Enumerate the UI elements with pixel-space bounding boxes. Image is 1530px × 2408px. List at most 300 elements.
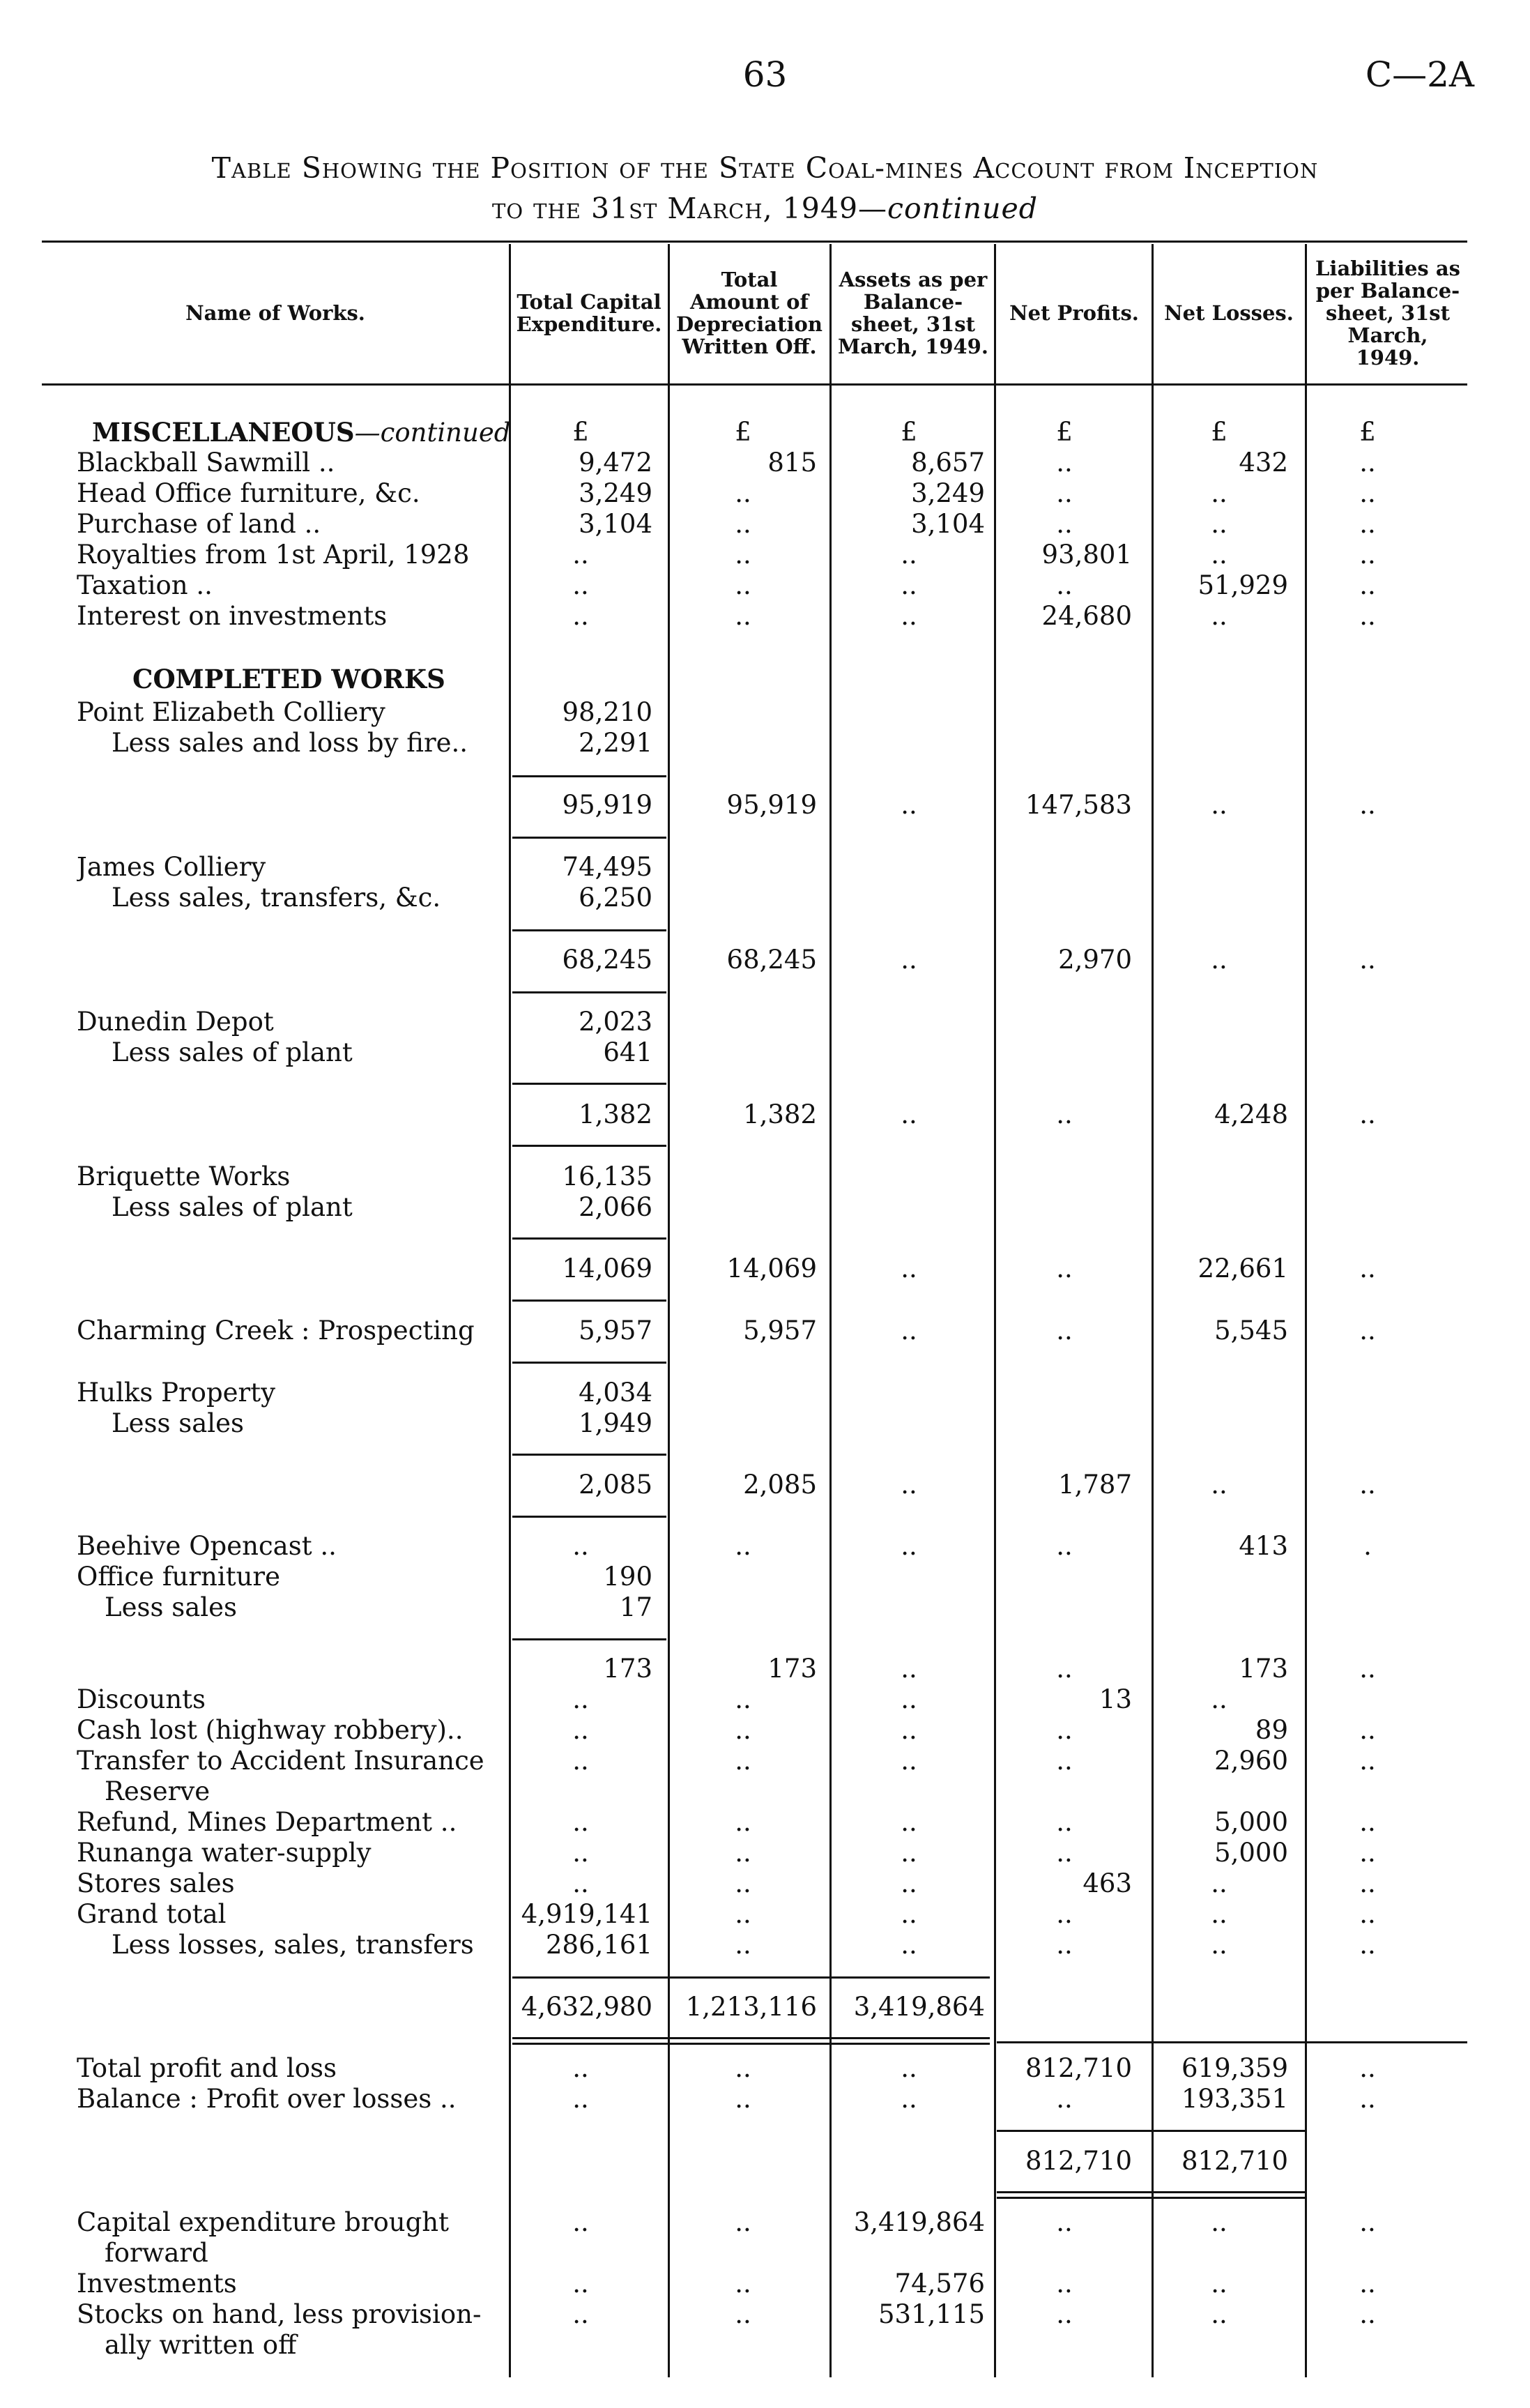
- cell-col-6: ..: [1359, 2207, 1376, 2237]
- row-label: Less sales, transfers, &c.: [112, 883, 441, 913]
- table-row: [0, 697, 1530, 728]
- cell-col-5: ..: [1211, 1868, 1227, 1898]
- table-row: [0, 1007, 1530, 1037]
- table-row: [0, 2299, 1530, 2330]
- subtotal-rule: [512, 1454, 666, 1456]
- row-label: Refund, Mines Department ..: [77, 1807, 457, 1837]
- cell-col-5: 432: [1239, 448, 1288, 478]
- row-label: Head Office furniture, &c.: [77, 478, 420, 508]
- cell-col-1: 5,957: [579, 1316, 652, 1346]
- subtotal-rule: [512, 1237, 666, 1240]
- cell-col-6: ..: [1359, 945, 1376, 975]
- table-row: [0, 2238, 1530, 2269]
- table-row: [0, 1899, 1530, 1930]
- grand-total-double-rule: [512, 2037, 990, 2039]
- cell-col-6: ..: [1359, 601, 1376, 631]
- header-top-rule: [42, 241, 1467, 243]
- cell-col-2: ..: [735, 1838, 751, 1868]
- table-row: [0, 1930, 1530, 1960]
- col-header-net-losses: Net Losses.: [1164, 301, 1294, 325]
- cell-col-6: ..: [1359, 448, 1376, 478]
- cell-col-3: 74,576: [894, 2269, 985, 2299]
- section-misc-suffix: —continued: [354, 418, 510, 448]
- row-label: Taxation ..: [77, 570, 213, 600]
- cell-col-1: 1,949: [579, 1408, 652, 1438]
- cell-col-4: ..: [1056, 1316, 1073, 1346]
- cell-col-6: ..: [1359, 509, 1376, 539]
- table-row: [0, 790, 1530, 821]
- subtotal-rule: [512, 1362, 666, 1364]
- cell-col-6: ..: [1359, 540, 1376, 570]
- cell-col-3: ..: [901, 1715, 917, 1745]
- cell-col-6: ..: [1359, 2299, 1376, 2329]
- row-label: forward: [105, 2238, 208, 2268]
- cell-col-2: ..: [735, 1746, 751, 1776]
- cell-col-6: .: [1363, 1531, 1372, 1561]
- cell-col-3: 3,104: [911, 509, 985, 539]
- cell-col-5: ..: [1211, 945, 1227, 975]
- cell-col-6: ..: [1359, 2053, 1376, 2083]
- cell-col-6: ..: [1359, 1746, 1376, 1776]
- row-label: Less sales: [112, 1408, 244, 1438]
- cell-col-3: 3,419,864: [853, 1992, 985, 2022]
- cell-col-3: ..: [901, 1807, 917, 1837]
- cell-col-3: ..: [901, 1838, 917, 1868]
- section-misc-label: [92, 417, 510, 448]
- cell-col-2: ..: [735, 2299, 751, 2329]
- cell-col-5: ..: [1211, 1684, 1227, 1714]
- table-row: [0, 1654, 1530, 1684]
- cell-col-3: ..: [901, 1316, 917, 1346]
- subtotal-rule: [512, 929, 666, 931]
- cell-col-5: ..: [1211, 478, 1227, 508]
- cell-col-6: ..: [1359, 478, 1376, 508]
- table-row: [0, 1592, 1530, 1623]
- row-label: Cash lost (highway robbery)..: [77, 1715, 464, 1745]
- table-row: [0, 2053, 1530, 2084]
- cell-col-4: 24,680: [1041, 601, 1132, 631]
- cell-col-2: 173: [767, 1654, 817, 1684]
- row-label: Capital expenditure brought: [77, 2207, 450, 2237]
- cell-col-5: 812,710: [1181, 2146, 1288, 2176]
- cell-col-2: ..: [735, 2207, 751, 2237]
- cell-col-5: ..: [1211, 1930, 1227, 1960]
- cell-col-6: ..: [1359, 1838, 1376, 1868]
- cell-col-3: ..: [901, 1531, 917, 1561]
- col-header-name: Name of Works.: [185, 301, 365, 325]
- cell-col-4: ..: [1056, 1746, 1073, 1776]
- cell-col-4: 463: [1083, 1868, 1132, 1898]
- table-row: [0, 1378, 1530, 1408]
- cell-col-6: ..: [1359, 1899, 1376, 1929]
- cell-col-5: 22,661: [1198, 1253, 1288, 1283]
- cell-col-4: ..: [1056, 1807, 1073, 1837]
- cell-col-4: ..: [1056, 2207, 1073, 2237]
- table-row: [0, 509, 1530, 540]
- table-row: [0, 728, 1530, 759]
- cell-col-3: ..: [901, 1253, 917, 1283]
- col-header-depreciation: Total Amount of Depreciation Written Off.: [676, 268, 823, 358]
- cell-col-5: ..: [1211, 601, 1227, 631]
- cell-col-1: ..: [572, 1746, 589, 1776]
- title-line-1: Table Showing the Position of the State Coal-mines Account from Inception: [211, 151, 1319, 185]
- subtotal-rule: [512, 1300, 666, 1302]
- cell-col-4: ..: [1056, 1099, 1073, 1129]
- table-row: [0, 1562, 1530, 1592]
- cell-col-5: 193,351: [1181, 2084, 1288, 2114]
- table-row: [0, 1776, 1530, 1807]
- col-header-capital: Total Capital Expenditure.: [516, 290, 662, 336]
- cell-col-4: ..: [1056, 2269, 1073, 2299]
- cell-col-1: ..: [572, 601, 589, 631]
- cell-col-2: ..: [735, 1715, 751, 1745]
- cell-col-2: 95,919: [726, 790, 817, 820]
- cell-col-1: ..: [572, 1531, 589, 1561]
- table-row: [0, 945, 1530, 975]
- cell-col-5: ..: [1211, 1470, 1227, 1500]
- cell-col-3: ..: [901, 1099, 917, 1129]
- cell-col-2: ..: [735, 2053, 751, 2083]
- table-row: [0, 1868, 1530, 1899]
- cell-col-4: 1,787: [1058, 1470, 1132, 1500]
- cell-col-1: 68,245: [562, 945, 652, 975]
- table-row: [0, 852, 1530, 883]
- table-row: [0, 1161, 1530, 1192]
- cell-col-1: 98,210: [562, 697, 652, 727]
- cell-col-4: 147,583: [1025, 790, 1132, 820]
- cell-col-2: ..: [735, 509, 751, 539]
- cell-col-1: 173: [603, 1654, 652, 1684]
- cell-col-6: ..: [1359, 1930, 1376, 1960]
- cell-col-6: ..: [1359, 2269, 1376, 2299]
- cell-col-4: ..: [1056, 1715, 1073, 1745]
- title-line-2-italic: continued: [887, 192, 1038, 225]
- table-row: [0, 1408, 1530, 1439]
- cell-col-1: 190: [603, 1562, 652, 1592]
- title-line-2: [42, 188, 1488, 229]
- table-row: [0, 883, 1530, 913]
- page-number: 63: [742, 54, 788, 95]
- cell-col-1: 95,919: [562, 790, 652, 820]
- profit-loss-double-rule: [997, 2197, 1305, 2199]
- table-row: [0, 601, 1530, 632]
- cell-col-2: ..: [735, 1930, 751, 1960]
- cell-col-1: ..: [572, 2207, 589, 2237]
- cell-col-5: 2,960: [1214, 1746, 1288, 1776]
- table-row: [0, 1099, 1530, 1130]
- subtotal-rule: [512, 1083, 666, 1085]
- cell-col-2: 1,213,116: [685, 1992, 817, 2022]
- currency-symbol: £: [1359, 417, 1376, 447]
- cell-col-1: ..: [572, 570, 589, 600]
- table-row: [0, 1470, 1530, 1500]
- cell-col-3: ..: [901, 790, 917, 820]
- currency-symbol: £: [1211, 417, 1227, 447]
- cell-col-3: 531,115: [878, 2299, 985, 2329]
- cell-col-2: ..: [735, 1531, 751, 1561]
- profit-loss-top-rule: [997, 2041, 1467, 2043]
- cell-col-2: ..: [735, 2269, 751, 2299]
- subtotal-rule: [512, 1145, 666, 1147]
- row-label: Balance : Profit over losses ..: [77, 2084, 457, 2114]
- cell-col-3: ..: [901, 1654, 917, 1684]
- row-label: Reserve: [105, 1776, 211, 1806]
- table-row: [0, 1807, 1530, 1838]
- cell-col-1: ..: [572, 2269, 589, 2299]
- cell-col-4: ..: [1056, 1654, 1073, 1684]
- table-row: [0, 2269, 1530, 2299]
- subtotal-rule: [512, 1516, 666, 1518]
- col-header-liabilities: Liabilities as per Balance-sheet, 31st March, 1949.: [1315, 257, 1460, 369]
- col-header-assets: Assets as per Balance-sheet, 31st March, 1949.: [838, 268, 988, 358]
- row-label: Point Elizabeth Colliery: [77, 697, 385, 727]
- cell-col-5: ..: [1211, 2207, 1227, 2237]
- cell-col-2: 68,245: [726, 945, 817, 975]
- cell-col-5: 173: [1239, 1654, 1288, 1684]
- section-completed-label: COMPLETED WORKS: [132, 664, 445, 694]
- profit-loss-rule: [997, 2130, 1305, 2132]
- cell-col-4: 2,970: [1058, 945, 1132, 975]
- cell-col-1: 6,250: [579, 883, 652, 913]
- cell-col-6: ..: [1359, 2084, 1376, 2114]
- cell-col-5: ..: [1211, 2269, 1227, 2299]
- row-label: Briquette Works: [77, 1161, 291, 1191]
- cell-col-5: 413: [1239, 1531, 1288, 1561]
- cell-col-6: ..: [1359, 1099, 1376, 1129]
- cell-col-5: ..: [1211, 1899, 1227, 1929]
- cell-col-6: ..: [1359, 1715, 1376, 1745]
- cell-col-3: ..: [901, 601, 917, 631]
- cell-col-5: 5,545: [1214, 1316, 1288, 1346]
- cell-col-4: 93,801: [1041, 540, 1132, 570]
- cell-col-3: ..: [901, 540, 917, 570]
- cell-col-2: 2,085: [743, 1470, 817, 1500]
- currency-row: [0, 417, 1530, 448]
- table-row: [0, 1838, 1530, 1868]
- currency-symbol: £: [572, 417, 589, 447]
- cell-col-4: ..: [1056, 570, 1073, 600]
- row-label: Purchase of land ..: [77, 509, 321, 539]
- row-label: Hulks Property: [77, 1378, 275, 1408]
- row-label: Charming Creek : Prospecting: [77, 1316, 475, 1346]
- cell-col-5: ..: [1211, 509, 1227, 539]
- table-row: [0, 1684, 1530, 1715]
- profit-loss-double-rule: [997, 2191, 1305, 2193]
- document-reference: C—2A: [1365, 54, 1474, 95]
- cell-col-5: ..: [1211, 790, 1227, 820]
- section-completed-row: [0, 664, 1530, 694]
- row-label: Transfer to Accident Insurance: [77, 1746, 484, 1776]
- row-label: Less sales and loss by fire..: [112, 728, 468, 758]
- cell-col-5: 5,000: [1214, 1838, 1288, 1868]
- currency-symbol: £: [901, 417, 917, 447]
- cell-col-6: ..: [1359, 570, 1376, 600]
- table-row: [0, 1531, 1530, 1562]
- cell-col-4: ..: [1056, 1253, 1073, 1283]
- cell-col-3: ..: [901, 1684, 917, 1714]
- cell-col-1: ..: [572, 540, 589, 570]
- cell-col-3: 3,249: [911, 478, 985, 508]
- grand-total-rule: [512, 1976, 990, 1979]
- row-label: Royalties from 1st April, 1928: [77, 540, 470, 570]
- cell-col-1: ..: [572, 1684, 589, 1714]
- cell-col-2: 14,069: [726, 1253, 817, 1283]
- cell-col-3: ..: [901, 1470, 917, 1500]
- table-row: [0, 2146, 1530, 2177]
- cell-col-1: 4,034: [579, 1378, 652, 1408]
- grand-total-double-rule: [512, 2043, 990, 2045]
- cell-col-2: ..: [735, 1807, 751, 1837]
- table-row: [0, 448, 1530, 478]
- cell-col-4: ..: [1056, 1531, 1073, 1561]
- cell-col-3: ..: [901, 570, 917, 600]
- cell-col-2: ..: [735, 2084, 751, 2114]
- subtotal-rule: [512, 775, 666, 777]
- cell-col-4: ..: [1056, 509, 1073, 539]
- row-label: Beehive Opencast ..: [77, 1531, 337, 1561]
- row-label: Less losses, sales, transfers: [112, 1930, 474, 1960]
- row-label: Office furniture: [77, 1562, 280, 1592]
- row-label: ally written off: [105, 2330, 297, 2360]
- row-label: Blackball Sawmill ..: [77, 448, 335, 478]
- cell-col-1: ..: [572, 1868, 589, 1898]
- cell-col-1: 9,472: [579, 448, 652, 478]
- cell-col-5: 5,000: [1214, 1807, 1288, 1837]
- cell-col-1: 4,632,980: [521, 1992, 652, 2022]
- title-line-2-text: to the 31st March, 1949—: [491, 192, 888, 225]
- subtotal-rule: [512, 1638, 666, 1640]
- table-row: [0, 1037, 1530, 1068]
- cell-col-4: 13: [1099, 1684, 1132, 1714]
- table-title: [42, 148, 1488, 229]
- cell-col-1: ..: [572, 1838, 589, 1868]
- cell-col-3: ..: [901, 1899, 917, 1929]
- cell-col-5: 89: [1255, 1715, 1288, 1745]
- table-row: [0, 2330, 1530, 2361]
- row-label: Investments: [77, 2269, 237, 2299]
- cell-col-4: 812,710: [1025, 2146, 1132, 2176]
- cell-col-1: ..: [572, 2053, 589, 2083]
- cell-col-1: ..: [572, 2084, 589, 2114]
- cell-col-1: 2,023: [579, 1007, 652, 1037]
- subtotal-rule: [512, 991, 666, 993]
- cell-col-1: 17: [619, 1592, 652, 1622]
- table-row: [0, 478, 1530, 509]
- cell-col-4: ..: [1056, 1899, 1073, 1929]
- cell-col-1: 641: [603, 1037, 652, 1067]
- cell-col-2: 815: [767, 448, 817, 478]
- section-misc-text: MISCELLANEOUS: [92, 417, 355, 448]
- subtotal-rule: [512, 837, 666, 839]
- cell-col-4: ..: [1056, 2299, 1073, 2329]
- cell-col-5: 51,929: [1198, 570, 1288, 600]
- cell-col-1: 2,085: [579, 1470, 652, 1500]
- table-row: [0, 2207, 1530, 2238]
- cell-col-1: 2,291: [579, 728, 652, 758]
- cell-col-2: 1,382: [743, 1099, 817, 1129]
- table-row: [0, 1253, 1530, 1284]
- table-row: [0, 570, 1530, 601]
- cell-col-1: ..: [572, 2299, 589, 2329]
- cell-col-1: 1,382: [579, 1099, 652, 1129]
- row-label: Discounts: [77, 1684, 206, 1714]
- table-row: [0, 1192, 1530, 1223]
- row-label: Interest on investments: [77, 601, 388, 631]
- currency-symbol: £: [735, 417, 751, 447]
- col-header-net-profits: Net Profits.: [1009, 301, 1139, 325]
- cell-col-4: ..: [1056, 448, 1073, 478]
- cell-col-4: ..: [1056, 2084, 1073, 2114]
- cell-col-5: ..: [1211, 540, 1227, 570]
- cell-col-2: ..: [735, 601, 751, 631]
- cell-col-4: ..: [1056, 1838, 1073, 1868]
- cell-col-5: ..: [1211, 2299, 1227, 2329]
- table-row: [0, 1316, 1530, 1346]
- cell-col-2: ..: [735, 1899, 751, 1929]
- row-label: Less sales of plant: [112, 1037, 353, 1067]
- cell-col-2: ..: [735, 1868, 751, 1898]
- row-label: Less sales of plant: [112, 1192, 353, 1222]
- cell-col-6: ..: [1359, 1868, 1376, 1898]
- cell-col-6: ..: [1359, 790, 1376, 820]
- cell-col-1: 14,069: [562, 1253, 652, 1283]
- cell-col-6: ..: [1359, 1807, 1376, 1837]
- cell-col-3: ..: [901, 1868, 917, 1898]
- table-row: [0, 1715, 1530, 1746]
- cell-col-1: 74,495: [562, 852, 652, 882]
- cell-col-1: 3,104: [579, 509, 652, 539]
- cell-col-4: ..: [1056, 478, 1073, 508]
- cell-col-5: 4,248: [1214, 1099, 1288, 1129]
- table-row: [0, 540, 1530, 570]
- cell-col-5: 619,359: [1181, 2053, 1288, 2083]
- cell-col-1: ..: [572, 1715, 589, 1745]
- cell-col-4: 812,710: [1025, 2053, 1132, 2083]
- cell-col-3: 3,419,864: [853, 2207, 985, 2237]
- table-row: [0, 1746, 1530, 1776]
- cell-col-6: ..: [1359, 1470, 1376, 1500]
- cell-col-3: 8,657: [911, 448, 985, 478]
- cell-col-1: ..: [572, 1807, 589, 1837]
- row-label: Less sales: [105, 1592, 237, 1622]
- row-label: Stocks on hand, less provision-: [77, 2299, 482, 2329]
- cell-col-3: ..: [901, 2084, 917, 2114]
- cell-col-1: 286,161: [545, 1930, 652, 1960]
- cell-col-2: ..: [735, 570, 751, 600]
- cell-col-2: 5,957: [743, 1316, 817, 1346]
- row-label: Total profit and loss: [77, 2053, 337, 2083]
- row-label: James Colliery: [77, 852, 266, 882]
- cell-col-6: ..: [1359, 1253, 1376, 1283]
- cell-col-3: ..: [901, 2053, 917, 2083]
- row-label: Dunedin Depot: [77, 1007, 274, 1037]
- cell-col-6: ..: [1359, 1316, 1376, 1346]
- cell-col-1: 2,066: [579, 1192, 652, 1222]
- row-label: Grand total: [77, 1899, 227, 1929]
- cell-col-2: ..: [735, 478, 751, 508]
- cell-col-2: ..: [735, 540, 751, 570]
- currency-symbol: £: [1056, 417, 1073, 447]
- cell-col-3: ..: [901, 1930, 917, 1960]
- row-label: Stores sales: [77, 1868, 235, 1898]
- header-bottom-rule: [42, 383, 1467, 386]
- cell-col-3: ..: [901, 1746, 917, 1776]
- cell-col-3: ..: [901, 945, 917, 975]
- cell-col-1: 16,135: [562, 1161, 652, 1191]
- cell-col-6: ..: [1359, 1654, 1376, 1684]
- cell-col-4: ..: [1056, 1930, 1073, 1960]
- cell-col-1: 3,249: [579, 478, 652, 508]
